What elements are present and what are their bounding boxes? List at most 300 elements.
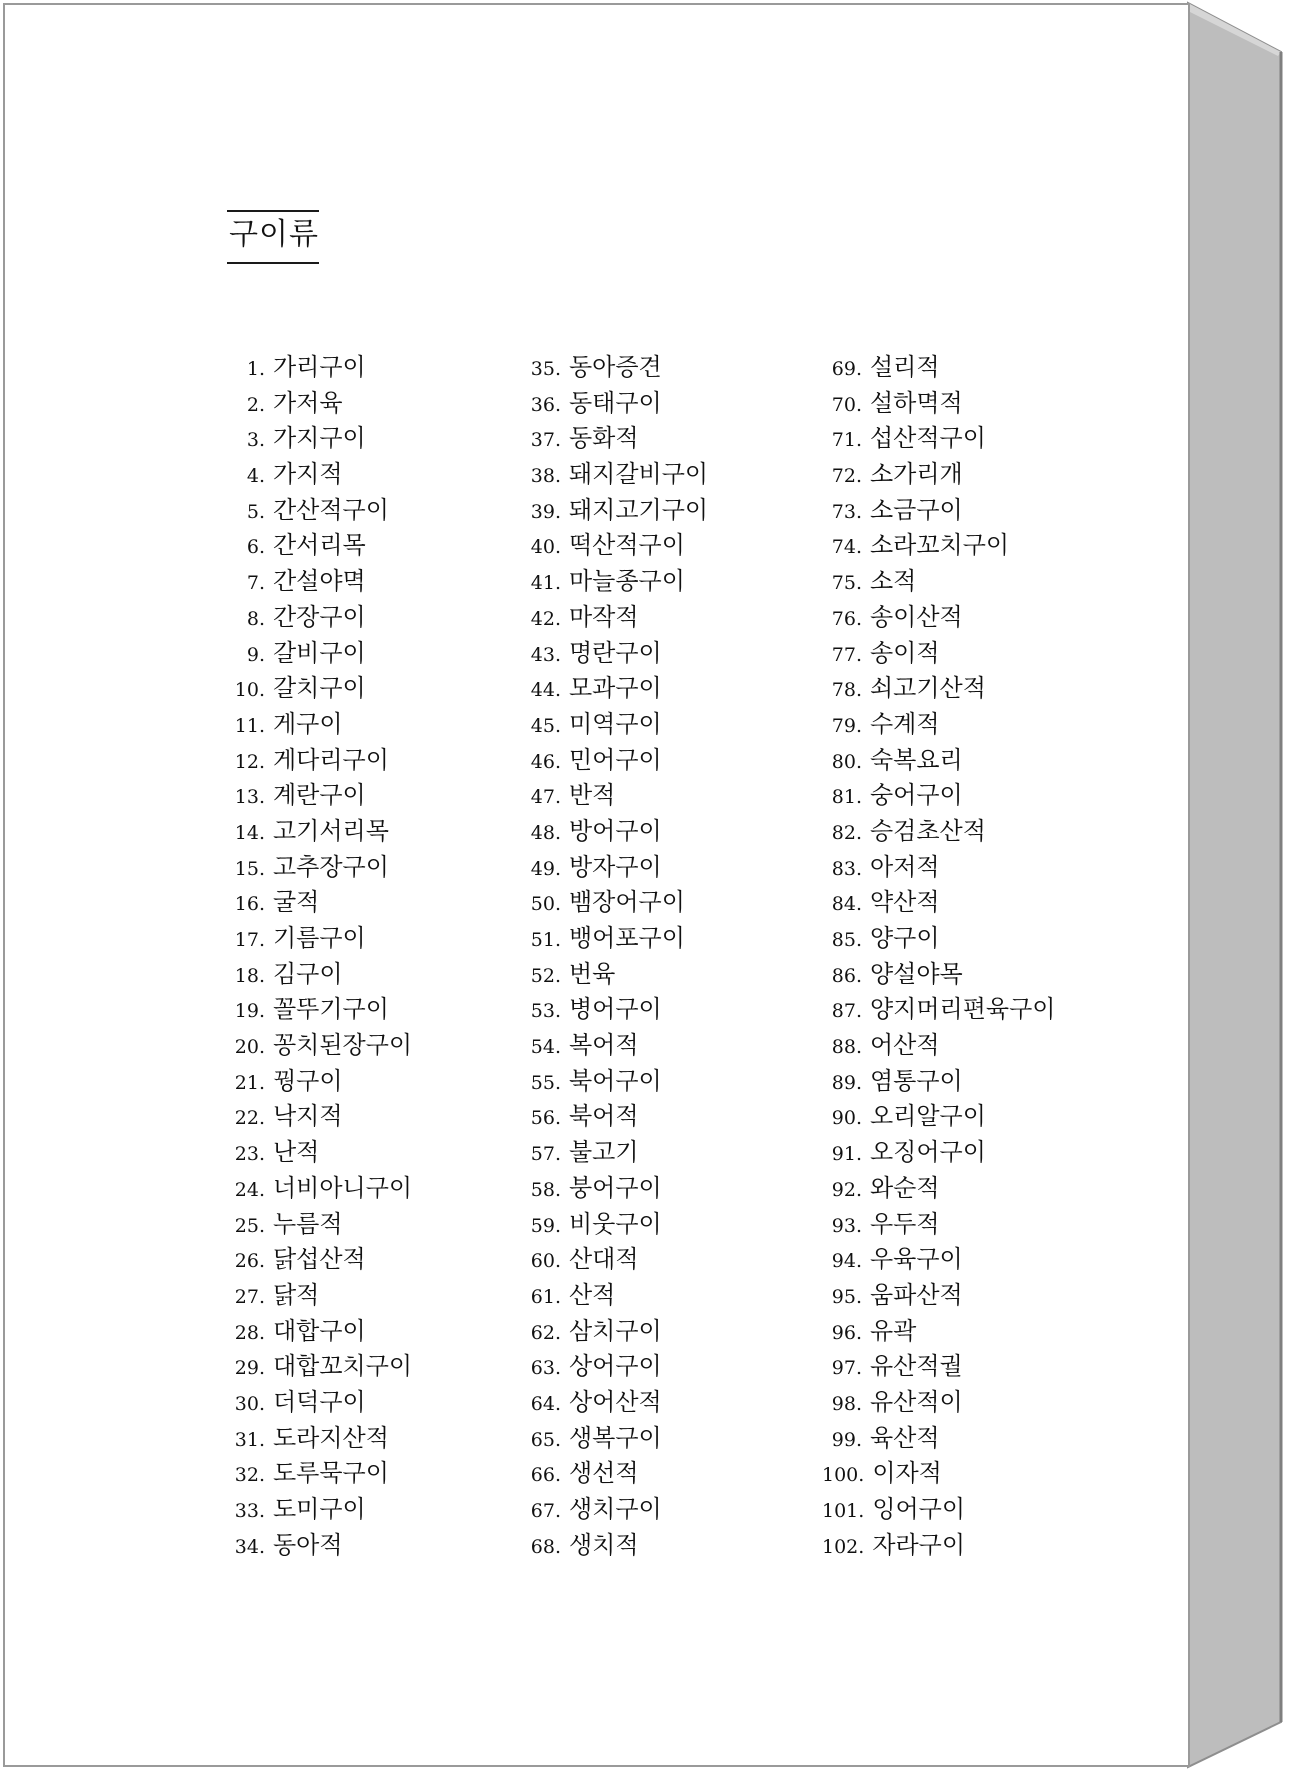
item-name: 설하멱적	[870, 388, 963, 417]
list-item	[822, 743, 1055, 779]
item-number: 31.	[234, 1428, 265, 1451]
item-number: 45.	[530, 714, 561, 737]
list-column-1	[231, 350, 412, 1563]
item-number: 96.	[831, 1321, 862, 1344]
item-name: 미역구이	[569, 709, 662, 738]
item-name: 어산적	[870, 1031, 940, 1060]
book-side-face	[1188, 3, 1281, 1767]
item-number: 64.	[530, 1392, 561, 1415]
item-number: 79.	[831, 714, 862, 737]
item-name: 불고기	[569, 1138, 639, 1167]
item-name: 아저적	[870, 852, 940, 881]
list-item	[231, 671, 412, 707]
item-name: 가저육	[273, 388, 343, 417]
list-item	[822, 921, 1055, 957]
item-number: 55.	[530, 1071, 561, 1094]
item-number: 52.	[530, 964, 561, 987]
item-name: 낙지적	[273, 1102, 343, 1131]
list-item	[822, 1064, 1055, 1100]
item-name: 가리구이	[273, 353, 366, 381]
item-number: 16.	[234, 893, 265, 916]
list-item	[231, 778, 412, 814]
list-item	[231, 1207, 412, 1243]
list-item	[822, 1028, 1055, 1064]
list-item	[822, 421, 1055, 457]
item-name: 기름구이	[273, 924, 366, 952]
list-item	[527, 671, 708, 707]
item-number: 7.	[246, 572, 265, 595]
item-name: 붕어구이	[569, 1173, 662, 1202]
item-name: 간산적구이	[273, 495, 389, 524]
item-name: 대합구이	[273, 1316, 366, 1345]
item-number: 48.	[530, 821, 561, 844]
item-number: 53.	[530, 1000, 561, 1023]
item-name: 상어구이	[569, 1352, 662, 1381]
item-name: 약산적	[870, 888, 940, 917]
item-number: 27.	[234, 1285, 265, 1308]
list-item	[231, 636, 412, 672]
item-number: 100.	[822, 1464, 865, 1487]
list-item	[231, 1385, 412, 1421]
item-number: 86.	[831, 964, 862, 987]
list-column-3	[822, 350, 1055, 1563]
item-number: 49.	[530, 857, 561, 880]
item-number: 1.	[246, 358, 265, 380]
item-number: 40.	[530, 536, 561, 559]
list-item	[231, 1171, 412, 1207]
item-name: 병어구이	[569, 995, 662, 1024]
item-number: 93.	[831, 1214, 862, 1237]
list-item	[822, 1456, 1055, 1492]
item-number: 68.	[530, 1535, 561, 1558]
item-number: 26.	[234, 1250, 265, 1273]
list-item	[231, 350, 412, 386]
list-item	[231, 457, 412, 493]
item-number: 89.	[831, 1071, 862, 1094]
list-item	[231, 1135, 412, 1171]
list-item	[527, 1064, 708, 1100]
item-name: 소적	[870, 567, 917, 596]
list-item	[822, 1207, 1055, 1243]
list-item	[527, 457, 708, 493]
item-name: 비웃구이	[569, 1209, 662, 1238]
item-number: 29.	[234, 1357, 265, 1380]
item-name: 와순적	[870, 1173, 940, 1202]
item-number: 15.	[234, 857, 265, 880]
item-name: 오징어구이	[870, 1138, 986, 1167]
item-number: 46.	[530, 750, 561, 773]
item-number: 57.	[530, 1143, 561, 1166]
list-item	[822, 386, 1055, 422]
list-item	[231, 1349, 412, 1385]
list-item	[527, 1349, 708, 1385]
item-number: 54.	[530, 1036, 561, 1059]
item-number: 59.	[530, 1214, 561, 1237]
item-name: 간장구이	[273, 602, 366, 631]
list-item	[822, 1421, 1055, 1457]
item-number: 25.	[234, 1214, 265, 1237]
item-name: 상어산적	[569, 1387, 662, 1416]
item-name: 양설야목	[870, 959, 963, 988]
item-name: 삼치구이	[569, 1316, 662, 1345]
list-item	[527, 885, 708, 921]
list-item	[822, 1171, 1055, 1207]
list-item	[822, 992, 1055, 1028]
list-item	[822, 814, 1055, 850]
item-name: 꽁치된장구이	[273, 1031, 413, 1060]
item-number: 14.	[234, 821, 265, 844]
item-number: 13.	[234, 786, 265, 809]
list-item	[527, 564, 708, 600]
list-item	[231, 1028, 412, 1064]
item-number: 21.	[234, 1071, 265, 1094]
item-name: 난적	[273, 1138, 320, 1167]
item-number: 91.	[831, 1143, 862, 1166]
item-number: 32.	[234, 1464, 265, 1487]
item-number: 11.	[234, 714, 265, 737]
item-name: 너비아니구이	[273, 1173, 413, 1202]
list-item	[231, 1492, 412, 1528]
item-number: 87.	[831, 1000, 862, 1023]
item-number: 73.	[831, 500, 862, 523]
item-name: 섭산적구이	[870, 424, 986, 453]
list-item	[527, 1135, 708, 1171]
item-number: 3.	[246, 429, 265, 452]
list-item	[822, 1242, 1055, 1278]
item-number: 51.	[530, 929, 561, 951]
item-name: 소가리개	[870, 460, 963, 489]
item-name: 마작적	[569, 602, 639, 631]
item-number: 50.	[530, 893, 561, 916]
item-number: 38.	[530, 465, 561, 488]
list-item	[527, 1099, 708, 1135]
item-name: 육산적	[870, 1423, 940, 1452]
item-number: 97.	[831, 1357, 862, 1380]
item-number: 69.	[831, 358, 862, 380]
list-item	[527, 1278, 708, 1314]
list-item	[822, 707, 1055, 743]
item-name: 마늘종구이	[569, 567, 685, 596]
list-item	[822, 1385, 1055, 1421]
item-name: 방자구이	[569, 852, 662, 881]
list-item	[527, 814, 708, 850]
item-name: 계란구이	[273, 781, 366, 810]
item-name: 북어적	[569, 1102, 639, 1131]
item-name: 도미구이	[273, 1495, 366, 1523]
item-name: 도루묵구이	[273, 1459, 389, 1488]
list-item	[231, 743, 412, 779]
list-item	[822, 671, 1055, 707]
list-item	[231, 1456, 412, 1492]
list-item	[527, 600, 708, 636]
item-name: 동아증견	[569, 353, 662, 381]
item-name: 자라구이	[872, 1530, 966, 1559]
item-name: 복어적	[569, 1031, 639, 1060]
list-item	[527, 743, 708, 779]
item-number: 78.	[831, 679, 862, 702]
list-item	[231, 1064, 412, 1100]
item-name: 승검초산적	[870, 816, 986, 845]
list-item	[231, 1242, 412, 1278]
list-item	[527, 386, 708, 422]
item-name: 게다리구이	[273, 745, 389, 774]
list-item	[231, 564, 412, 600]
item-number: 82.	[831, 821, 862, 844]
item-name: 움파산적	[870, 1280, 963, 1309]
list-item	[822, 957, 1055, 993]
list-item	[822, 350, 1055, 386]
item-name: 우두적	[870, 1209, 940, 1238]
list-item	[527, 636, 708, 672]
list-column-2	[527, 350, 708, 1563]
list-item	[231, 1099, 412, 1135]
item-name: 굴적	[273, 888, 320, 917]
list-item	[822, 457, 1055, 493]
item-name: 송이적	[870, 638, 940, 667]
list-item	[527, 1528, 708, 1564]
item-number: 95.	[831, 1285, 862, 1308]
list-item	[822, 1278, 1055, 1314]
item-number: 56.	[530, 1107, 561, 1130]
item-number: 39.	[530, 500, 561, 523]
list-item	[527, 1207, 708, 1243]
item-name: 양지머리편육구이	[870, 995, 1056, 1024]
item-name: 소금구이	[870, 495, 963, 524]
item-name: 우육구이	[870, 1245, 963, 1274]
item-number: 47.	[530, 786, 561, 809]
item-name: 닭섭산적	[273, 1245, 366, 1274]
list-item	[527, 1492, 708, 1528]
item-name: 가지적	[273, 460, 343, 489]
item-number: 8.	[246, 607, 265, 630]
list-item	[822, 1492, 1055, 1528]
item-number: 63.	[530, 1357, 561, 1380]
list-item	[822, 1135, 1055, 1171]
list-item	[822, 885, 1055, 921]
item-number: 85.	[831, 929, 862, 951]
item-number: 60.	[530, 1250, 561, 1273]
item-number: 43.	[530, 643, 561, 666]
item-number: 9.	[246, 643, 265, 666]
list-item	[231, 1421, 412, 1457]
item-name: 숙복요리	[870, 745, 963, 774]
item-number: 80.	[831, 750, 862, 773]
item-name: 쇠고기산적	[870, 674, 986, 703]
item-number: 2.	[246, 393, 265, 416]
item-name: 송이산적	[870, 602, 963, 631]
item-name: 동아적	[273, 1530, 343, 1559]
item-name: 이자적	[872, 1459, 942, 1488]
item-name: 게구이	[273, 709, 343, 738]
list-item	[231, 386, 412, 422]
list-item	[822, 778, 1055, 814]
item-number: 102.	[822, 1535, 865, 1558]
item-number: 30.	[234, 1392, 265, 1415]
item-name: 갈치구이	[273, 674, 366, 703]
item-name: 돼지갈비구이	[569, 460, 709, 489]
item-name: 고추장구이	[273, 852, 389, 881]
item-name: 수계적	[870, 709, 940, 738]
item-name: 생복구이	[569, 1423, 662, 1452]
list-item	[231, 493, 412, 529]
item-name: 간서리목	[273, 531, 366, 560]
item-name: 김구이	[273, 959, 343, 988]
list-item	[231, 1314, 412, 1350]
item-name: 산대적	[569, 1245, 639, 1274]
item-name: 생선적	[569, 1459, 639, 1488]
list-item	[822, 850, 1055, 886]
item-number: 41.	[530, 572, 561, 595]
list-item	[527, 350, 708, 386]
item-name: 설리적	[870, 353, 940, 381]
list-item	[527, 421, 708, 457]
item-name: 방어구이	[569, 816, 662, 845]
book-page	[3, 3, 1190, 1767]
list-item	[527, 1314, 708, 1350]
item-number: 61.	[530, 1285, 561, 1308]
item-name: 대합꼬치구이	[273, 1352, 413, 1381]
item-name: 닭적	[273, 1280, 320, 1309]
item-name: 잉어구이	[872, 1495, 966, 1523]
item-number: 71.	[831, 429, 862, 452]
item-number: 83.	[831, 857, 862, 880]
list-item	[231, 600, 412, 636]
item-name: 꼴뚜기구이	[273, 995, 389, 1024]
list-item	[231, 1528, 412, 1564]
item-number: 65.	[530, 1428, 561, 1451]
item-number: 76.	[831, 607, 862, 630]
item-number: 36.	[530, 393, 561, 416]
item-number: 17.	[234, 929, 265, 951]
item-number: 33.	[234, 1500, 265, 1522]
item-number: 18.	[234, 964, 265, 987]
item-number: 20.	[234, 1036, 265, 1059]
item-number: 19.	[234, 1000, 265, 1023]
item-number: 35.	[530, 358, 561, 380]
item-number: 5.	[246, 500, 265, 523]
list-item	[822, 636, 1055, 672]
item-number: 62.	[530, 1321, 561, 1344]
item-name: 뱅어포구이	[569, 924, 685, 952]
item-name: 소라꼬치구이	[870, 531, 1010, 560]
list-item	[527, 1385, 708, 1421]
item-number: 12.	[234, 750, 265, 773]
item-name: 돼지고기구이	[569, 495, 709, 524]
item-number: 77.	[831, 643, 862, 666]
item-number: 84.	[831, 893, 862, 916]
item-name: 북어구이	[569, 1066, 662, 1095]
item-number: 99.	[831, 1428, 862, 1451]
item-number: 58.	[530, 1178, 561, 1201]
page-title: 구이류	[229, 217, 319, 252]
item-number: 23.	[234, 1143, 265, 1166]
section-heading	[227, 210, 319, 264]
list-item	[231, 957, 412, 993]
list-item	[822, 528, 1055, 564]
item-name: 유산적궐	[870, 1352, 963, 1381]
item-name: 동태구이	[569, 388, 662, 417]
item-name: 번육	[569, 959, 616, 988]
item-number: 101.	[822, 1500, 865, 1522]
item-name: 갈비구이	[273, 638, 366, 667]
list-item	[527, 528, 708, 564]
list-item	[527, 850, 708, 886]
item-number: 98.	[831, 1392, 862, 1415]
list-item	[527, 921, 708, 957]
item-name: 누름적	[273, 1209, 343, 1238]
item-name: 오리알구이	[870, 1102, 986, 1131]
item-number: 6.	[246, 536, 265, 559]
item-number: 44.	[530, 679, 561, 702]
item-number: 70.	[831, 393, 862, 416]
item-number: 24.	[234, 1178, 265, 1201]
item-name: 뱀장어구이	[569, 888, 685, 917]
list-item	[231, 1278, 412, 1314]
item-name: 염통구이	[870, 1066, 963, 1095]
item-name: 생치적	[569, 1530, 639, 1559]
item-name: 꿩구이	[273, 1066, 343, 1095]
item-number: 37.	[530, 429, 561, 452]
list-item	[231, 921, 412, 957]
item-name: 떡산적구이	[569, 531, 685, 560]
list-item	[527, 778, 708, 814]
item-number: 75.	[831, 572, 862, 595]
list-item	[527, 1421, 708, 1457]
list-item	[822, 1528, 1055, 1564]
item-number: 4.	[246, 465, 265, 488]
item-number: 42.	[530, 607, 561, 630]
item-number: 90.	[831, 1107, 862, 1130]
heading-rule-bottom	[227, 262, 319, 264]
item-number: 22.	[234, 1107, 265, 1130]
item-number: 81.	[831, 786, 862, 809]
list-item	[822, 600, 1055, 636]
list-item	[231, 528, 412, 564]
list-item	[527, 1171, 708, 1207]
item-name: 반적	[569, 781, 616, 810]
item-name: 민어구이	[569, 745, 662, 774]
list-item	[231, 885, 412, 921]
list-item	[231, 814, 412, 850]
list-item	[527, 1242, 708, 1278]
item-number: 67.	[530, 1500, 561, 1522]
item-name: 산적	[569, 1280, 616, 1309]
list-item	[231, 421, 412, 457]
item-number: 34.	[234, 1535, 265, 1558]
list-item	[527, 493, 708, 529]
item-name: 양구이	[870, 924, 940, 952]
list-item	[231, 850, 412, 886]
list-item	[822, 1099, 1055, 1135]
list-item	[822, 493, 1055, 529]
item-name: 생치구이	[569, 1495, 662, 1523]
item-number: 28.	[234, 1321, 265, 1344]
item-number: 66.	[530, 1464, 561, 1487]
list-item	[527, 707, 708, 743]
list-item	[527, 1028, 708, 1064]
item-name: 명란구이	[569, 638, 662, 667]
list-item	[527, 1456, 708, 1492]
item-name: 모과구이	[569, 674, 662, 703]
item-number: 72.	[831, 465, 862, 488]
item-name: 더덕구이	[273, 1387, 366, 1416]
item-number: 74.	[831, 536, 862, 559]
list-item	[822, 1314, 1055, 1350]
item-name: 고기서리목	[273, 816, 389, 845]
item-name: 유산적이	[870, 1387, 963, 1416]
item-number: 10.	[234, 679, 265, 702]
item-name: 가지구이	[273, 424, 366, 453]
